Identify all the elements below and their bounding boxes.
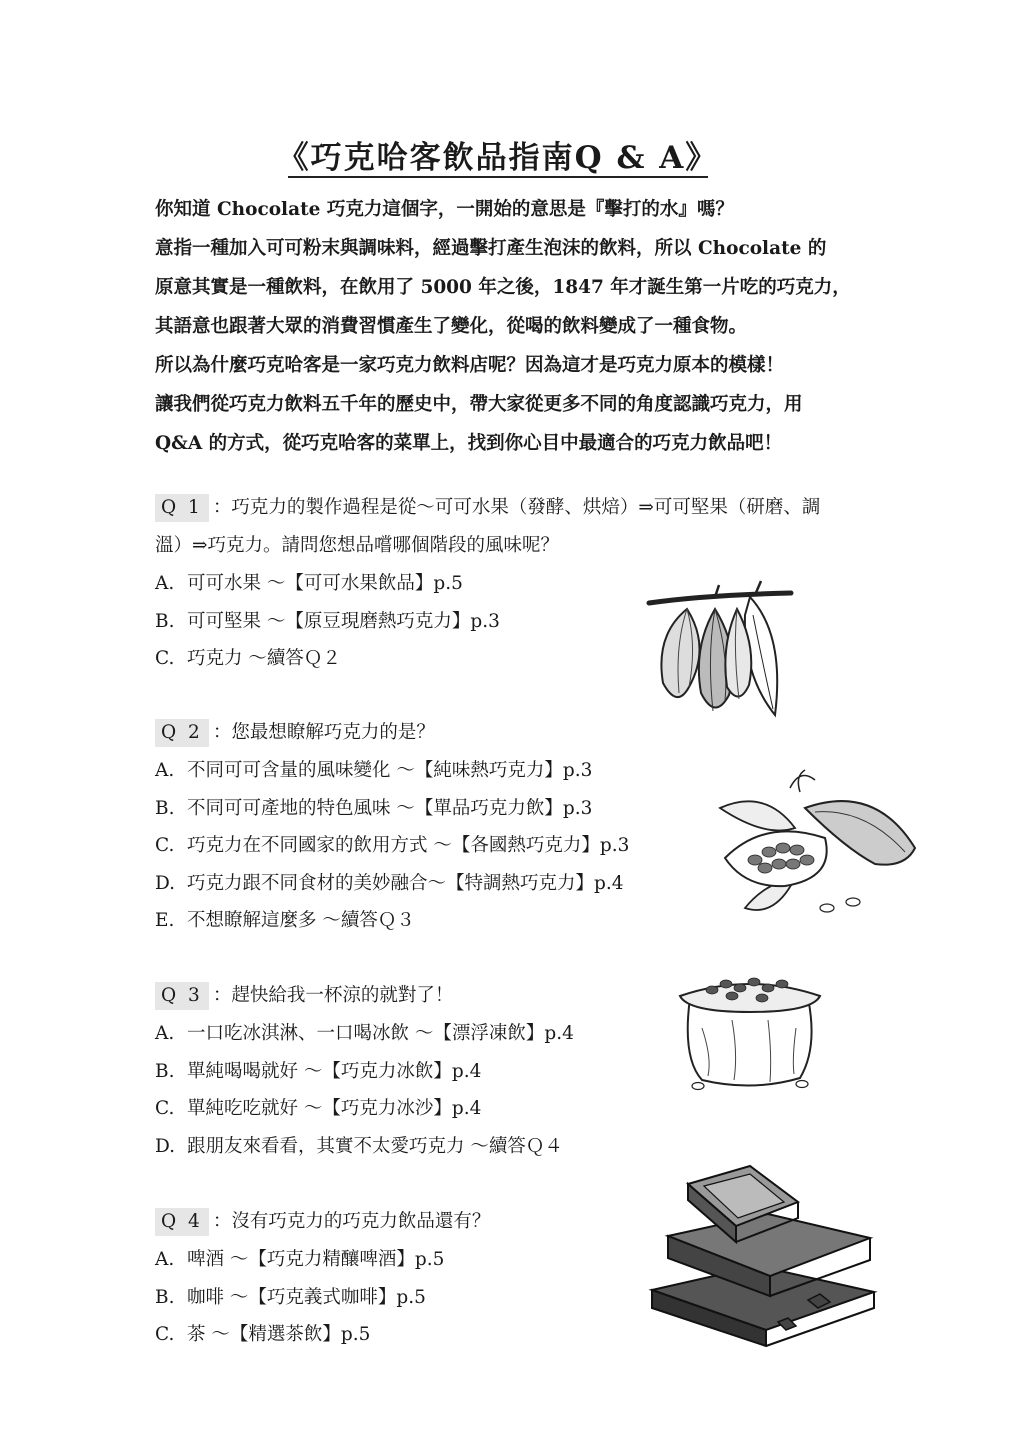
question-tag: Q 3 (155, 982, 209, 1010)
title-underline (288, 176, 708, 178)
question-text: ：趕快給我一杯涼的就對了！ (212, 985, 454, 1006)
option-text: 單純吃吃就好 ～【巧克力冰沙】p.4 (187, 1098, 482, 1119)
intro-line: 意指一種加入可可粉末與調味料，經過擊打產生泡沫的飲料，所以 Chocolate 的 (155, 238, 827, 259)
option-text: 可可堅果 ～【原豆現磨熱巧克力】p.3 (187, 610, 500, 632)
cacao-pod-open-icon (705, 768, 920, 918)
question-text: ：您最想瞭解巧克力的是？ (212, 722, 435, 743)
option-letter: C. (155, 835, 175, 856)
option-letter: E. (155, 910, 175, 931)
question-tag: Q 1 (155, 494, 209, 522)
option-letter: B. (155, 797, 175, 819)
option-text: 不同可可產地的特色風味 ～【單品巧克力飲】p.3 (187, 797, 593, 819)
option-letter: A. (155, 1249, 175, 1270)
option-letter: A. (155, 1023, 175, 1044)
chocolate-bars-stack-icon (648, 1162, 883, 1347)
question-tag: Q 2 (155, 719, 209, 747)
option-letter: A. (155, 573, 175, 594)
option-item (155, 1090, 875, 1128)
question-line (155, 489, 875, 527)
intro-line: 其語意也跟著大眾的消費習慣產生了變化，從喝的飲料變成了一種食物。 (155, 316, 748, 337)
option-text: 可可水果 ～【可可水果飲品】p.5 (187, 573, 463, 594)
option-item (155, 1128, 875, 1166)
option-letter: A. (155, 760, 175, 781)
option-text: 不想瞭解這麼多 ～續答Ｑ３ (187, 910, 415, 931)
intro-line: 原意其實是一種飲料，在飲用了 5000 年之後，1847 年才誕生第一片吃的巧克力， (155, 277, 851, 298)
question-text: ：沒有巧克力的巧克力飲品還有？ (212, 1211, 491, 1232)
option-letter: C. (155, 1324, 175, 1345)
option-letter: D. (155, 1135, 176, 1157)
option-text: 巧克力在不同國家的飲用方式 ～【各國熱巧克力】p.3 (187, 835, 630, 856)
cacao-pods-on-branch-icon (645, 575, 795, 725)
intro-line: 所以為什麼巧克哈客是一家巧克力飲料店呢？因為這才是巧克力原本的模樣！ (155, 355, 785, 376)
intro-line: 讓我們從巧克力飲料五千年的歷史中，帶大家從更多不同的角度認識巧克力，用 (155, 394, 803, 415)
option-letter: B. (155, 610, 175, 632)
cacao-bean-sack-icon (672, 968, 827, 1093)
option-text: 茶 ～【精選茶飲】p.5 (187, 1324, 371, 1345)
option-text: 不同可可含量的風味變化 ～【純味熱巧克力】p.3 (187, 760, 593, 781)
page-title: 《巧克哈客飲品指南Q & A》 (277, 140, 719, 176)
option-text: 巧克力跟不同食材的美妙融合～【特調熱巧克力】p.4 (187, 872, 624, 894)
question-text: ：巧克力的製作過程是從～可可水果（發酵、烘焙）⇒可可堅果（研磨、調 (212, 497, 821, 518)
option-text: 跟朋友來看看，其實不太愛巧克力 ～續答Ｑ４ (187, 1135, 563, 1157)
option-text: 一口吃冰淇淋、一口喝冰飲 ～【漂浮凍飲】p.4 (187, 1023, 574, 1044)
question-text-continued: 溫）⇒巧克力。請問您想品嚐哪個階段的風味呢？ (155, 535, 560, 556)
option-text: 單純喝喝就好 ～【巧克力冰飲】p.4 (187, 1060, 482, 1082)
option-letter: D. (155, 872, 176, 894)
question-tag: Q 4 (155, 1208, 209, 1236)
option-letter: C. (155, 648, 175, 669)
intro-line: 你知道 Chocolate 巧克力這個字，一開始的意思是『擊打的水』嗎？ (155, 199, 734, 220)
option-text: 咖啡 ～【巧克義式咖啡】p.5 (187, 1286, 426, 1308)
option-letter: C. (155, 1098, 175, 1119)
option-letter: B. (155, 1286, 175, 1308)
option-letter: B. (155, 1060, 175, 1082)
intro-line: Q&A 的方式，從巧克哈客的菜單上，找到你心目中最適合的巧克力飲品吧！ (155, 433, 783, 454)
option-text: 啤酒 ～【巧克力精釀啤酒】p.5 (187, 1249, 445, 1270)
intro-paragraph (155, 190, 875, 463)
option-text: 巧克力 ～續答Ｑ２ (187, 648, 341, 669)
